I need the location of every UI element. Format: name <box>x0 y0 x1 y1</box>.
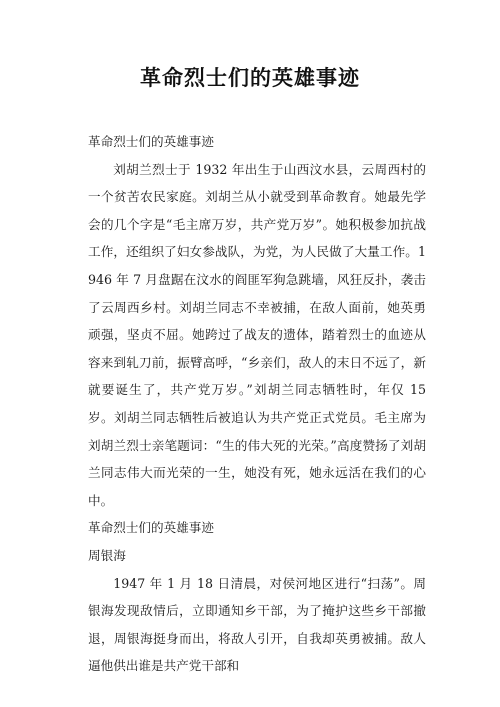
section-heading-2: 革命烈士们的英雄事迹 <box>88 520 214 536</box>
section-paragraph-1: 刘胡兰烈士于 1932 年出生于山西汶水县，云周西村的一个贫苦农民家庭。刘胡兰从小就受到革命教育。她最先学会的几个字是“毛主席万岁，共产党万岁”。她积极参加抗战工作，还组织了妇女参战队，为党，为人民做了大量工作。1946 年 7 月盘踞在汶水的阎匪军狗急跳墙，风狂反扑，袭击了云周西乡村。刘胡兰同志不幸被捕，在敌人面前，她英勇顽强，坚贞不屈。她跨过了战友的遗体，踏着烈士的血迹从容来到轧刀前，振臂高呼，“乡亲们，敌人的末日不远了，新就要诞生了，共产党万岁。”刘胡兰同志牺牲时，年仅 15 岁。刘胡兰同志牺牲后被追认为共产党正式党员。毛主席为刘胡兰烈士亲笔题词：“生的伟大死的光荣。”高度赞扬了刘胡兰同志伟大而光荣的一生，她没有死，她永远活在我们的心中。 <box>88 161 426 508</box>
section-paragraph-2: 1947 年 1 月 18 日清晨，对侯河地区进行“扫荡”。周银海发现敌情后，立即通知乡干部，为了掩护这些乡干部撤退，周银海挺身而出，将敌人引开，自我却英勇被捕。敌人逼他供出谁是共产党干部和 <box>88 575 426 674</box>
document-title: 革命烈士们的英雄事迹 <box>140 66 360 90</box>
section-subheading-2: 周银海 <box>88 547 126 563</box>
document-body <box>88 128 426 680</box>
section-heading-1: 革命烈士们的英雄事迹 <box>88 134 214 149</box>
